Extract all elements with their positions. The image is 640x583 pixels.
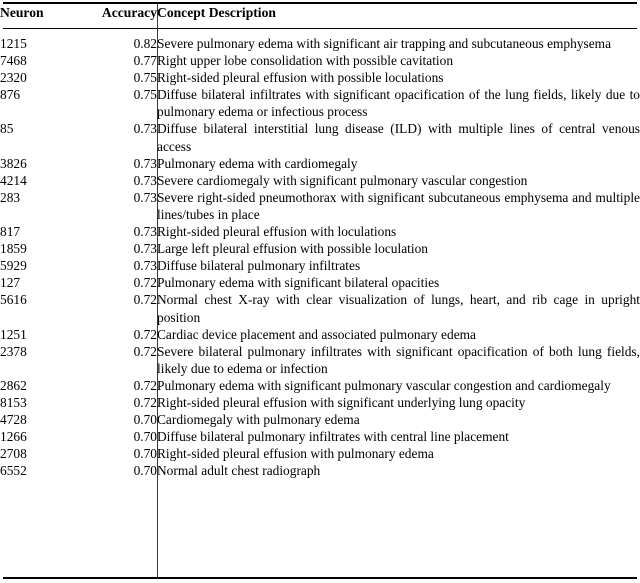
cell-concept-description: Right upper lobe consolidation with possible cavitation — [157, 53, 454, 69]
cell-concept-description: Right-sided pleural effusion with loculations — [157, 224, 397, 240]
cell-neuron: 5929 — [0, 258, 27, 274]
cell-accuracy: 0.72 — [133, 394, 157, 410]
header-gap-row — [0, 26, 640, 35]
cell-neuron: 127 — [0, 275, 21, 291]
cell-neuron: 2708 — [0, 446, 27, 462]
cell-neuron: 817 — [0, 224, 21, 240]
cell-neuron: 6552 — [0, 463, 27, 479]
table-row — [0, 326, 640, 343]
cell-neuron: 1215 — [0, 36, 27, 51]
cell-accuracy: 0.72 — [133, 275, 157, 291]
cell-neuron: 283 — [0, 189, 21, 205]
table-row — [0, 274, 640, 291]
cell-neuron: 1266 — [0, 429, 27, 445]
cell-accuracy: 0.73 — [133, 258, 157, 274]
cell-neuron: 85 — [0, 121, 14, 137]
cell-concept-description: Pulmonary edema with significant bilateral opacities — [157, 275, 440, 291]
cell-accuracy: 0.73 — [133, 121, 157, 137]
table-row — [0, 223, 640, 240]
cell-accuracy: 0.73 — [133, 155, 157, 171]
table-row — [0, 411, 640, 428]
cell-accuracy: 0.72 — [133, 377, 157, 393]
cell-neuron: 2320 — [0, 70, 27, 86]
cell-concept-description: Diffuse bilateral infiltrates with significant opacification of the lung fields, likely due to pulmonary edema or infectious process — [157, 87, 640, 120]
cell-concept-description: Large left pleural effusion with possible loculation — [157, 241, 428, 257]
cell-concept-description: Diffuse bilateral interstitial lung disease (ILD) with multiple lines of central venous access — [157, 121, 640, 154]
cell-accuracy: 0.72 — [133, 343, 157, 359]
cell-concept-description: Normal chest X-ray with clear visualization of lungs, heart, and rib cage in upright position — [157, 292, 640, 325]
table-row — [0, 394, 640, 411]
table-row — [0, 428, 640, 445]
column-header-neuron: Neuron — [0, 5, 44, 20]
cell-accuracy: 0.72 — [133, 326, 157, 342]
cell-neuron: 3826 — [0, 155, 27, 171]
cell-concept-description: Right-sided pleural effusion with pulmonary edema — [157, 446, 434, 462]
cell-accuracy: 0.73 — [133, 172, 157, 188]
cell-neuron: 5616 — [0, 292, 27, 308]
cell-neuron: 4728 — [0, 412, 27, 428]
cell-neuron: 2378 — [0, 343, 27, 359]
cell-concept-description: Right-sided pleural effusion with significant underlying lung opacity — [157, 394, 526, 410]
table-row — [0, 120, 640, 154]
cell-neuron: 1859 — [0, 241, 27, 257]
table-row — [0, 35, 640, 52]
cell-neuron: 2862 — [0, 377, 27, 393]
table-row — [0, 86, 640, 120]
cell-accuracy: 0.70 — [133, 412, 157, 428]
cell-concept-description: Diffuse bilateral pulmonary infiltrates with central line placement — [157, 429, 509, 445]
table-row — [0, 172, 640, 189]
table-row — [0, 52, 640, 69]
cell-accuracy: 0.70 — [133, 429, 157, 445]
table-row — [0, 377, 640, 394]
cell-concept-description: Severe cardiomegaly with significant pulmonary vascular congestion — [157, 172, 528, 188]
cell-accuracy: 0.75 — [133, 70, 157, 86]
cell-concept-description: Cardiac device placement and associated pulmonary edema — [157, 326, 477, 342]
cell-concept-description: Cardiomegaly with pulmonary edema — [157, 412, 360, 428]
cell-accuracy: 0.73 — [133, 224, 157, 240]
cell-accuracy: 0.82 — [133, 36, 157, 51]
gap-cell — [0, 26, 78, 35]
table-row — [0, 462, 640, 479]
cell-accuracy: 0.70 — [133, 446, 157, 462]
table-header — [0, 0, 640, 26]
cell-neuron: 1251 — [0, 326, 27, 342]
cell-accuracy: 0.77 — [133, 53, 157, 69]
cell-neuron: 876 — [0, 87, 21, 103]
cell-accuracy: 0.70 — [133, 463, 157, 479]
cell-neuron: 8153 — [0, 394, 27, 410]
column-header-concept-description: Concept Description — [157, 5, 276, 20]
cell-neuron: 7468 — [0, 53, 27, 69]
cell-concept-description: Pulmonary edema with cardiomegaly — [157, 155, 358, 171]
cell-concept-description: Normal adult chest radiograph — [157, 463, 321, 479]
table-row — [0, 291, 640, 325]
header-row — [0, 0, 640, 26]
table-bottom-rule — [3, 577, 637, 579]
cell-concept-description: Right-sided pleural effusion with possible loculations — [157, 70, 444, 86]
cell-concept-description: Severe pulmonary edema with significant air trapping and subcutaneous emphysema — [157, 36, 612, 51]
cell-concept-description: Diffuse bilateral pulmonary infiltrates — [157, 258, 361, 274]
cell-concept-description: Severe bilateral pulmonary infiltrates with significant opacification of both lung fields, likely due to edema or infection — [157, 343, 640, 376]
cell-accuracy: 0.73 — [133, 241, 157, 257]
table-row — [0, 257, 640, 274]
table-row — [0, 240, 640, 257]
table-body — [0, 26, 640, 479]
cell-accuracy: 0.75 — [133, 87, 157, 103]
table-row — [0, 155, 640, 172]
cell-accuracy: 0.73 — [133, 189, 157, 205]
cell-concept-description: Severe right-sided pneumothorax with significant subcutaneous emphysema and multiple lines/tubes in place — [157, 189, 640, 222]
gap-cell — [157, 26, 640, 35]
cell-neuron: 4214 — [0, 172, 27, 188]
table-row — [0, 189, 640, 223]
cell-concept-description: Pulmonary edema with significant pulmonary vascular congestion and cardiomegaly — [157, 377, 611, 393]
gap-cell — [78, 26, 157, 35]
column-header-accuracy: Accuracy — [101, 5, 157, 20]
cell-accuracy: 0.72 — [133, 292, 157, 308]
table-row — [0, 343, 640, 377]
table-row — [0, 445, 640, 462]
table-row — [0, 69, 640, 86]
